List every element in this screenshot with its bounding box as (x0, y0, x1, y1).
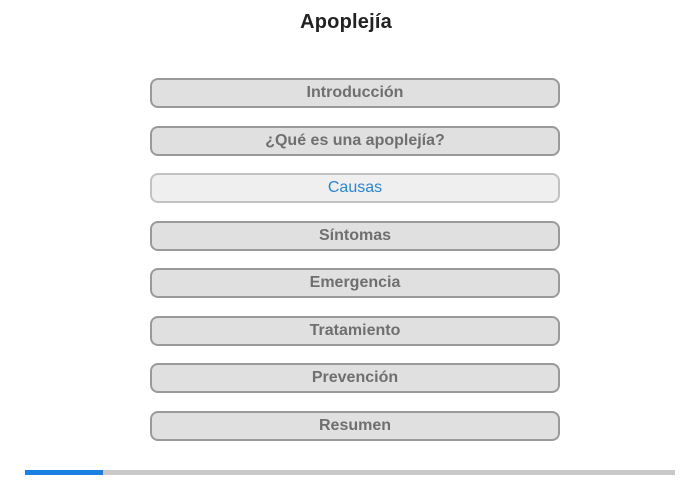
progress-bar-fill (25, 470, 103, 475)
menu-item-introduccion[interactable]: Introducción (150, 78, 560, 108)
menu-item-causas[interactable]: Causas (150, 173, 560, 203)
page-title: Apoplejía (300, 11, 392, 33)
menu-item-sintomas[interactable]: Síntomas (150, 221, 560, 251)
menu-item-que-es-una-apoplejia[interactable]: ¿Qué es una apoplejía? (150, 126, 560, 156)
menu-item-emergencia[interactable]: Emergencia (150, 268, 560, 298)
menu-item-prevencion[interactable]: Prevención (150, 363, 560, 393)
menu-item-resumen[interactable]: Resumen (150, 411, 560, 441)
progress-bar (25, 470, 675, 475)
menu-item-tratamiento[interactable]: Tratamiento (150, 316, 560, 346)
chapter-menu (150, 78, 560, 458)
